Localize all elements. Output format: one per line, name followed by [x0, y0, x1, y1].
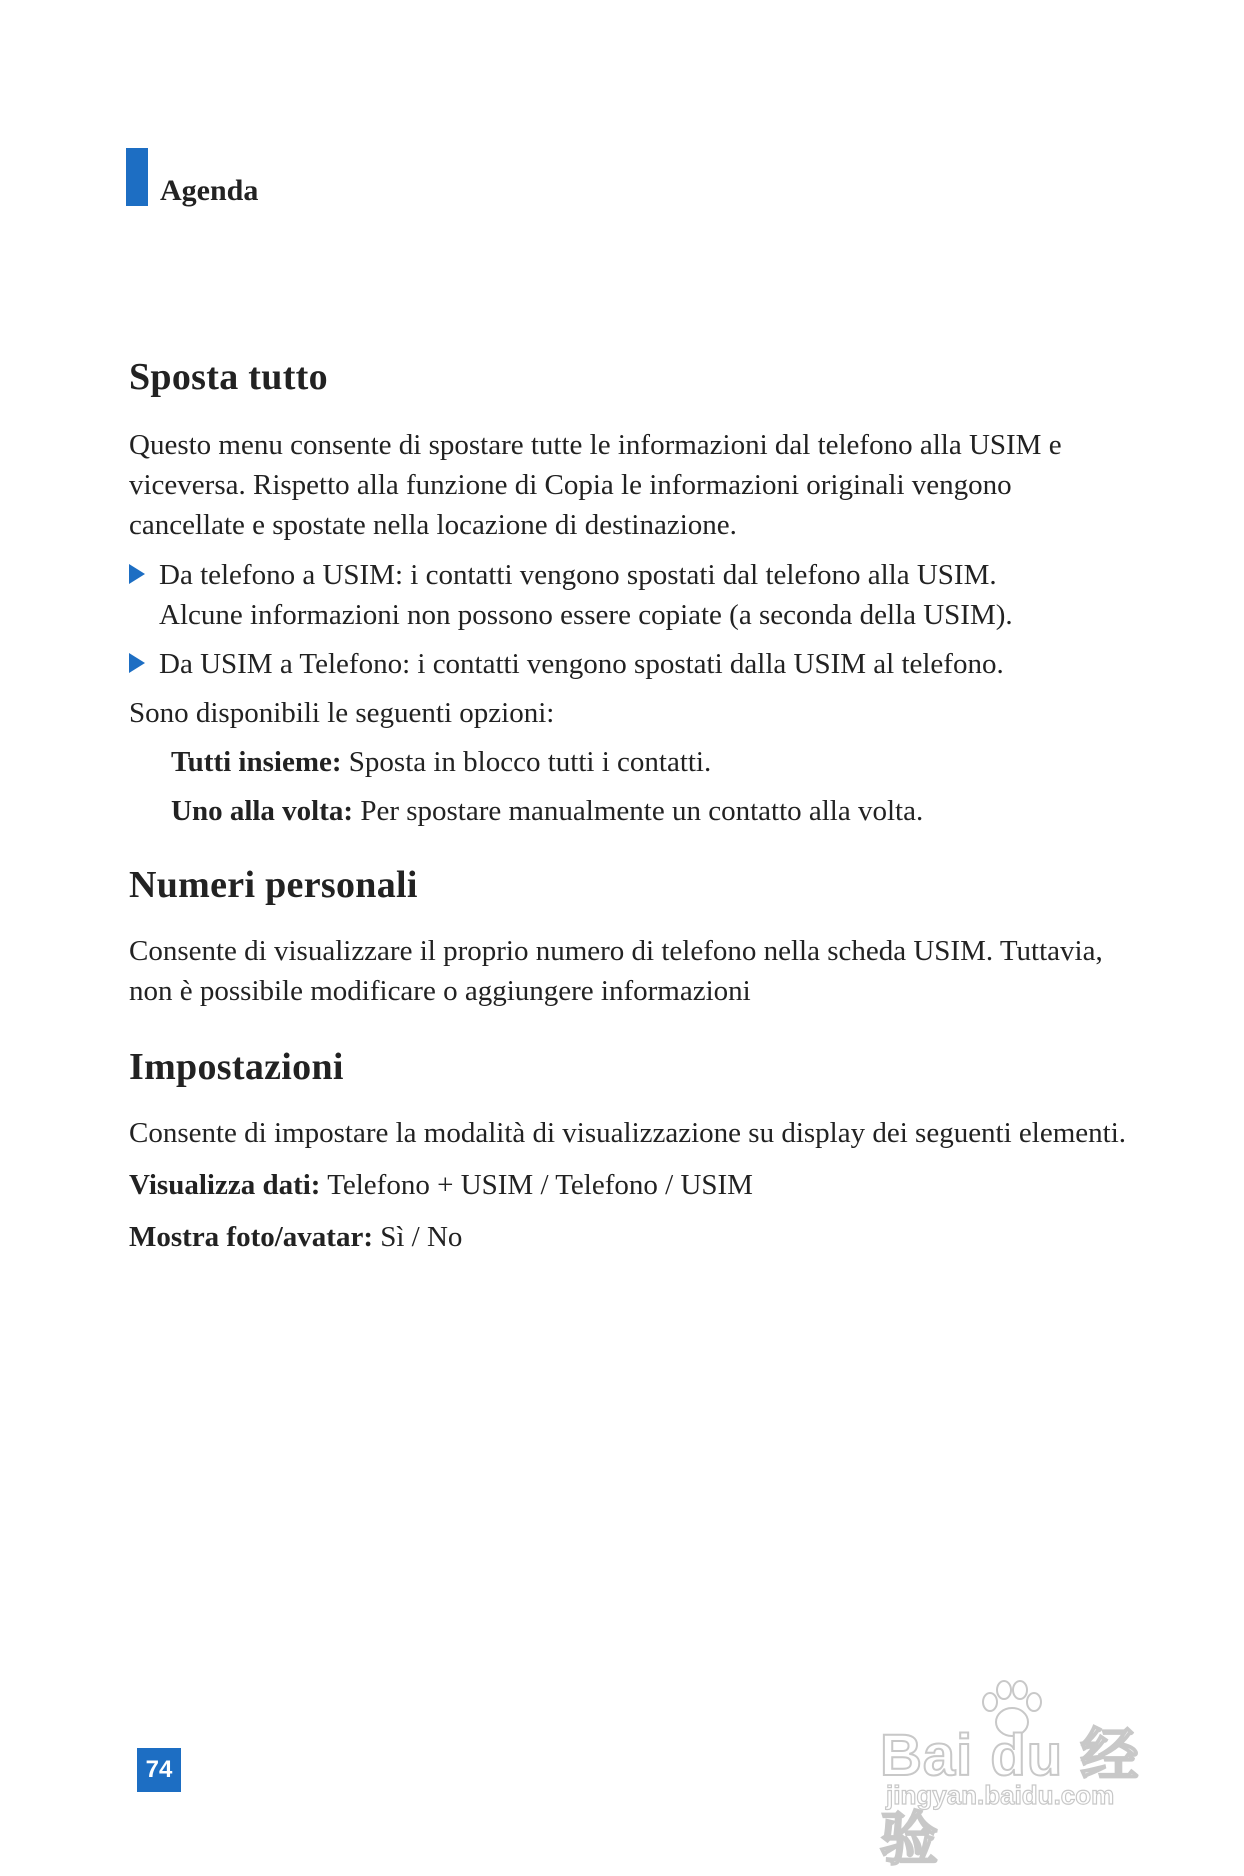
setting-value: Telefono + USIM / Telefono / USIM — [327, 1169, 753, 1201]
heading-impostazioni: Impostazioni — [129, 1046, 344, 1088]
watermark-logo: Bai du 经验 — [880, 1723, 1140, 1872]
setting-item — [129, 1217, 1129, 1257]
impostazioni-description: Consente di impostare la modalità di visualizzazione su display dei seguenti elementi. — [129, 1117, 1127, 1149]
heading-sposta-tutto: Sposta tutto — [129, 356, 328, 398]
section-title: Agenda — [160, 174, 259, 207]
option-item — [129, 791, 1129, 831]
bullet-text-line: Da telefono a USIM: i contatti vengono spostati dal telefono alla USIM. — [159, 559, 997, 591]
bullet-text-line: Alcune informazioni non possono essere copiate (a seconda della USIM). — [159, 599, 1013, 631]
setting-label: Mostra foto/avatar: — [129, 1221, 373, 1253]
sposta-tutto-description: Questo menu consente di spostare tutte le informazioni dal telefono alla USIM e viceversa. Rispetto alla funzione di Copia le informazioni originali vengono cancellate e spostate nella locazione di destinazione. — [129, 429, 1062, 541]
setting-item — [129, 1165, 1129, 1205]
section-marker — [126, 148, 148, 206]
baidu-watermark — [880, 1680, 1180, 1872]
option-item — [129, 742, 1129, 782]
numeri-personali-description: Consente di visualizzare il proprio numero di telefono nella scheda USIM. Tuttavia, non è possibile modificare o aggiungere informazioni — [129, 935, 1103, 1007]
page-number: 74 — [137, 1748, 181, 1792]
triangle-bullet-icon — [129, 644, 159, 673]
option-text: Sposta in blocco tutti i contatti. — [348, 746, 712, 778]
setting-value: Sì / No — [380, 1221, 463, 1253]
bullet-item — [129, 555, 1129, 635]
page-content — [129, 355, 1129, 1257]
setting-label: Visualizza dati: — [129, 1169, 321, 1201]
option-label: Uno alla volta: — [171, 795, 354, 827]
bullet-item — [129, 644, 1129, 684]
option-text: Per spostare manualmente un contatto alla volta. — [360, 795, 924, 827]
triangle-bullet-icon — [129, 555, 159, 584]
option-label: Tutti insieme: — [171, 746, 342, 778]
heading-numeri-personali: Numeri personali — [129, 864, 418, 906]
watermark-url: jingyan.baidu.com — [886, 1780, 1115, 1810]
options-intro: Sono disponibili le seguenti opzioni: — [129, 697, 555, 729]
bullet-text-line: Da USIM a Telefono: i contatti vengono spostati dalla USIM al telefono. — [159, 648, 1004, 680]
